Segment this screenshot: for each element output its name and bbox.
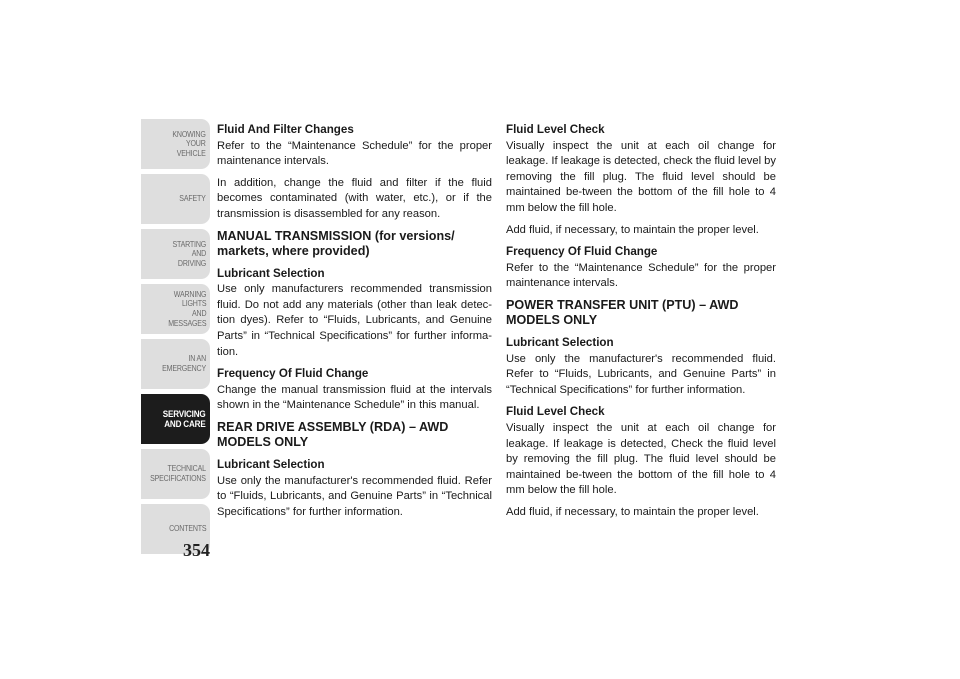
tab-warning-lights[interactable] xyxy=(141,284,210,334)
paragraph: In addition, change the fluid and filter if the fluid becomes contaminated (with water, etc.), or if the transmission is disassembled for any reason. xyxy=(217,176,492,220)
paragraph: Add fluid, if necessary, to maintain the proper level. xyxy=(506,223,759,236)
paragraph: Use only manufacturers recommended transmission fluid. Do not add any materials (other than leak detec-tion dyes). Refer to “Fluids, Lubricants, and Genuine Parts” in “Technical Specifications” for further informa-tion. xyxy=(217,283,492,358)
paragraph: Use only the manufacturer's recommended fluid. Refer to “Fluids, Lubricants, and Genuine Parts” in “Technical Specifications” for further information. xyxy=(506,352,776,396)
paragraph: Visually inspect the unit at each oil change for leakage. If leakage is detected, check the fluid level by removing the fill plug. The fluid level should be maintained be-tween the bottom of the fill hole to 4 mm below the fill hole. xyxy=(506,139,776,214)
paragraph: Use only the manufacturer's recommended fluid. Refer to “Fluids, Lubricants, and Genuine Parts” in “Technical Specifications” for further information. xyxy=(217,474,492,518)
tab-label: WARNING LIGHTS AND MESSAGES xyxy=(167,289,206,328)
major-heading: MANUAL TRANSMISSION (for versions/ markets, where provided) xyxy=(217,228,455,259)
tab-servicing-and-care[interactable] xyxy=(141,394,210,444)
tab-safety[interactable] xyxy=(141,174,210,224)
major-heading: POWER TRANSFER UNIT (PTU) – AWD MODELS ONLY xyxy=(506,297,739,328)
page-number: 354 xyxy=(183,540,210,560)
tab-starting-and-driving[interactable] xyxy=(141,229,210,279)
section-heading: Fluid Level Check xyxy=(506,123,605,136)
section-heading: Lubricant Selection xyxy=(506,335,614,349)
tab-label: IN AN EMERGENCY xyxy=(162,354,206,373)
tab-label: STARTING AND DRIVING xyxy=(172,239,206,268)
section-heading: Lubricant Selection xyxy=(217,266,325,280)
tab-label: CONTENTS xyxy=(168,524,206,534)
section-tabs xyxy=(141,119,210,559)
major-heading: REAR DRIVE ASSEMBLY (RDA) – AWD MODELS ONLY xyxy=(217,419,449,450)
paragraph: Change the manual transmission fluid at the intervals shown in the “Maintenance Schedule” in this manual. xyxy=(217,383,492,412)
tab-knowing-your-vehicle[interactable] xyxy=(141,119,210,169)
paragraph: Refer to the “Maintenance Schedule” for the proper maintenance intervals. xyxy=(217,139,492,168)
tab-label: SERVICING AND CARE xyxy=(163,408,206,429)
section-heading: Fluid Level Check xyxy=(506,405,605,419)
right-column xyxy=(506,122,776,526)
tab-in-an-emergency[interactable] xyxy=(141,339,210,389)
tab-label: TECHNICAL SPECIFICATIONS xyxy=(150,464,206,483)
paragraph: Visually inspect the unit at each oil change for leakage. If leakage is detected, Check the fluid level by removing the fill plug. The fluid level should be maintained be-tween the bottom of the fill hole to 4 mm below the fill hole. xyxy=(506,421,776,497)
section-heading: Frequency Of Fluid Change xyxy=(506,245,658,259)
tab-label: SAFETY xyxy=(179,194,206,204)
paragraph: Refer to the “Maintenance Schedule” for the proper maintenance intervals. xyxy=(506,261,776,290)
tab-technical-specifications[interactable] xyxy=(141,449,210,499)
section-heading: Frequency Of Fluid Change xyxy=(217,367,369,381)
left-column xyxy=(217,122,492,526)
tab-label: KNOWING YOUR VEHICLE xyxy=(172,129,206,158)
paragraph: Add fluid, if necessary, to maintain the proper level. xyxy=(506,505,759,518)
section-heading: Lubricant Selection xyxy=(217,457,325,471)
section-heading: Fluid And Filter Changes xyxy=(217,123,354,136)
